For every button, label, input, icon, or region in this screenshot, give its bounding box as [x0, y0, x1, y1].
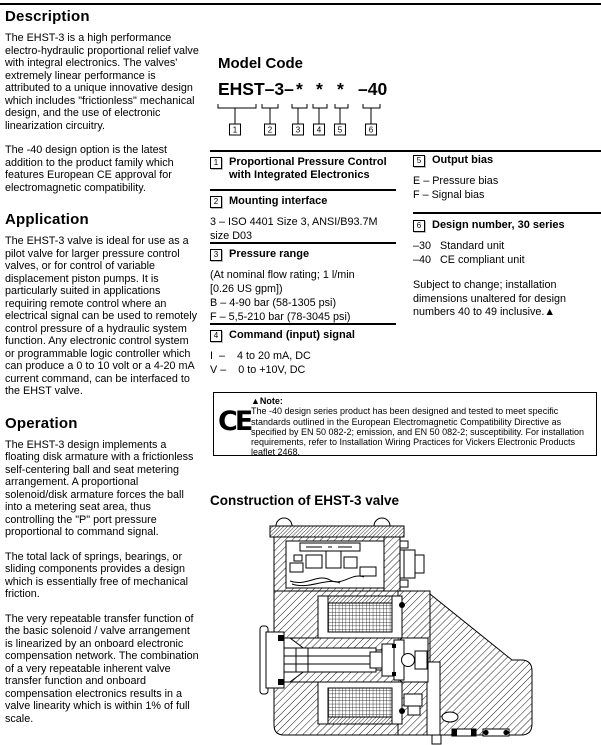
mounting-block — [427, 594, 532, 735]
divider-mid-1 — [210, 189, 396, 191]
item-3-line-1: (At nominal flow rating; 1 l/min — [210, 269, 355, 281]
item-6-title: Design number, 30 series — [432, 219, 565, 231]
ce-mark-logo: CE — [218, 406, 251, 437]
item-6-numbox: 6 — [413, 220, 425, 232]
electrical-connector — [384, 537, 424, 591]
code-item-4 — [210, 329, 396, 377]
construction-heading: Construction of EHST-3 valve — [210, 493, 400, 508]
application-paragraph-1: The EHST-3 valve is ideal for use as a pilot valve for larger pressure control valves, or for control of variable displacement piston pumps. It is particularly suited in applications requiring remote control where an electrical signal can be used to remotely control pressure of a hydraulic system function. Any electronic control system or programmable logic controller which can produce a 0 to 10 volt or a 4-20 mA current command, can be interfaced to the EHST valve. — [5, 235, 198, 397]
item-3-line-2: [0.26 US gpm]) — [210, 283, 283, 295]
operation-paragraph-2: The total lack of springs, bearings, or sliding components provides a design which is essentially free of mechanical friction. — [5, 550, 189, 600]
solenoid-coil-lower — [318, 682, 402, 724]
item-4-numbox: 4 — [210, 330, 222, 342]
item-1-numbox: 1 — [210, 157, 222, 169]
callout-number-5: 5 — [337, 125, 343, 135]
item-2-numbox: 2 — [210, 196, 222, 208]
item-2-line-2: size D03 — [210, 230, 253, 242]
code-item-6 — [413, 219, 601, 320]
item-1-title: Proportional Pressure Control with Integrated Electronics — [229, 156, 387, 181]
model-code-callout-diagram — [210, 104, 410, 138]
description-paragraph-2: The -40 design option is the latest addition to the product family which features European CE approval for electromagnetic compatibility. — [5, 144, 174, 194]
section-application — [5, 211, 199, 398]
section-operation — [5, 415, 199, 726]
description-paragraph-1: The EHST-3 is a high performance electro-hydraulic proportional relief valve with integral electronics. The valves' extremely linear performance is attributed to a unique innovative design which includes "frictionless" mechanical design, and the use of electronic linearization circuitry. — [5, 32, 199, 132]
item-3-numbox: 3 — [210, 249, 222, 261]
callout-number-3: 3 — [295, 125, 301, 135]
valve-top-cover — [270, 518, 404, 537]
ce-note-box — [213, 392, 597, 456]
item-3-line-4: F – 5,5-210 bar (78-3045 psi) — [210, 311, 351, 323]
item-5-line-2: F – Signal bias — [413, 189, 485, 201]
item-4-line-2: V – 0 to +10V, DC — [210, 364, 306, 376]
solenoid-coil-upper — [318, 596, 402, 638]
callout-number-6: 6 — [368, 125, 374, 135]
operation-heading: Operation — [5, 414, 78, 432]
model-code-suffix: –40 — [358, 79, 388, 99]
description-heading: Description — [5, 8, 90, 25]
item-6-line-1: –30 Standard unit — [413, 240, 505, 252]
code-item-5 — [413, 154, 601, 202]
model-code-heading: Model Code — [218, 55, 303, 72]
item-5-title: Output bias — [432, 154, 494, 166]
item-4-title: Command (input) signal — [229, 329, 355, 341]
code-item-2 — [210, 195, 396, 243]
item-5-numbox: 5 — [413, 155, 425, 167]
model-code-star-1: * — [296, 79, 303, 99]
callout-number-1: 1 — [232, 125, 238, 135]
application-heading: Application — [5, 211, 89, 228]
operation-paragraph-3: The very repeatable transfer function of the basic solenoid / valve arrangement is linearized by an onboard electronic compensation network. The combination of a very repeatable inherent valve transfer function and onboard compensation electronics results in a valve linearity which is within 1% of full scale. — [5, 612, 199, 725]
valve-cross-section-drawing — [230, 510, 601, 745]
left-text-column — [5, 8, 199, 742]
model-code-base: EHST–3– — [218, 79, 294, 99]
divider-right-1 — [413, 212, 601, 214]
item-2-line-1: 3 – ISO 4401 Size 3, ANSI/B93.7M — [210, 216, 378, 228]
electronics-housing — [274, 537, 400, 591]
item-6-line-2: –40 CE compliant unit — [413, 254, 525, 266]
note-label: ▲Note: — [251, 396, 283, 406]
item-4-line-1: I – 4 to 20 mA, DC — [210, 350, 311, 362]
item-2-title: Mounting interface — [229, 195, 328, 207]
section-description — [5, 8, 199, 194]
item-3-line-3: B – 4-90 bar (58-1305 psi) — [210, 297, 337, 309]
callout-number-4: 4 — [316, 125, 322, 135]
note-text — [251, 396, 595, 458]
model-code-string — [210, 79, 410, 101]
note-body: The -40 design series product has been designed and tested to meet specific standards outlined in the European Electromagnetic Compatibility Directive as specified by EN 50 082-2; emission, and EN 50 082-2; susceptibility. For installation requirements, refer to Installation Wiring Practices for Vickers Electronic Products leaflet 2468. — [251, 406, 585, 458]
model-code-star-2: * — [316, 79, 323, 99]
operation-paragraph-1: The EHST-3 design implements a floating disk armature with a frictionless self-centering ball and seat metering arrangement. A proportional solenoid/disk armature forces the ball into a metering seat area, thus controlling the "P" port pressure proportional to command signal. — [5, 438, 194, 538]
callout-number-2: 2 — [267, 125, 273, 135]
item-5-line-1: E – Pressure bias — [413, 175, 499, 187]
code-item-3 — [210, 248, 396, 324]
divider-full — [210, 150, 601, 152]
item-3-title: Pressure range — [229, 248, 310, 260]
item-6-footnote: Subject to change; installation dimensions unaltered for design numbers 40 to 49 inclusive.▲ — [413, 279, 567, 318]
code-item-1 — [210, 156, 396, 182]
model-code-star-3: * — [337, 79, 344, 99]
